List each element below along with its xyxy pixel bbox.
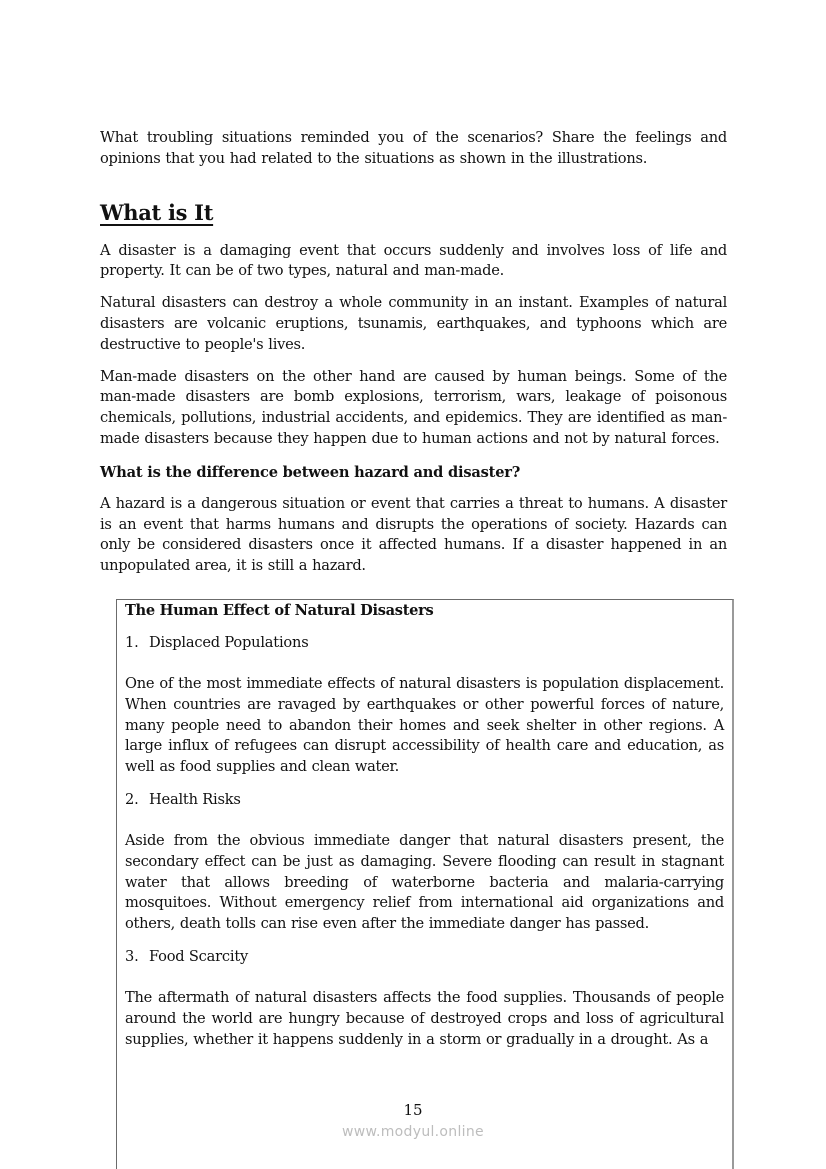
page-content (100, 128, 727, 577)
section-title: What is It (100, 199, 214, 225)
item-heading-food-scarcity (125, 947, 724, 967)
item-number: 2. (125, 790, 139, 808)
item-heading-displaced-populations (125, 633, 724, 653)
item-body-food-scarcity: The aftermath of natural disasters affects the food supplies. Thousands of people around the world are hungry because of destroyed crops and loss of agricultural supplies, whether it happens suddenly in a storm or gradually in a drought. As a (125, 988, 724, 1048)
box-title: The Human Effect of Natural Disasters (125, 602, 434, 619)
human-effects-box (116, 599, 734, 1169)
item-body-health-risks: Aside from the obvious immediate danger that natural disasters present, the secondary effect can be just as damaging. Severe flooding can result in stagnant water that allows breeding of waterborne bacteria and malaria-carrying mosquitoes. Without emergency relief from international aid organizations and others, death tolls can rise even after the immediate danger has passed. (125, 831, 724, 933)
item-number: 3. (125, 947, 139, 965)
item-heading-label: Displaced Populations (149, 634, 309, 651)
item-body-displaced-populations: One of the most immediate effects of natural disasters is population displacement. When countries are ravaged by earthquakes or other powerful forces of nature, many people need to abandon their homes and seek shelter in other regions. A large influx of refugees can disrupt accessibility of health care and education, as well as food supplies and clean water. (125, 675, 724, 776)
item-heading-label: Health Risks (149, 790, 241, 808)
disaster-definition-paragraph: A disaster is a damaging event that occurs suddenly and involves loss of life and property. It can be of two types, natural and man-made. (100, 241, 727, 280)
page-number: 15 (403, 1101, 423, 1119)
hazard-paragraph: A hazard is a dangerous situation or event that carries a threat to humans. A disaster is an event that harms humans and disrupts the operations of society. Hazards can only be considered disasters once it affected humans. If a disaster happened in an unpopulated area, it is still a hazard. (100, 494, 727, 575)
hazard-vs-disaster-heading: What is the difference between hazard and disaster? (100, 463, 521, 481)
item-heading-label: Food Scarcity (149, 947, 249, 965)
natural-disasters-paragraph: Natural disasters can destroy a whole community in an instant. Examples of natural disasters are volcanic eruptions, tsunamis, earthquakes, and typhoons which are destructive to people's lives. (100, 294, 727, 353)
intro-paragraph: What troubling situations reminded you of the scenarios? Share the feelings and opinions that you had related to the situations as shown in the illustrations. (100, 129, 727, 167)
item-heading-health-risks (125, 790, 724, 810)
man-made-disasters-paragraph: Man-made disasters on the other hand are caused by human beings. Some of the man-made disasters are bomb explosions, terrorism, wars, leakage of poisonous chemicals, pollutions, industrial accidents, and epidemics. They are identified as man- made disasters because they happen due to human actions and not by natural forces. (100, 367, 727, 447)
watermark: www.modyul.online (342, 1124, 484, 1140)
item-number: 1. (125, 634, 139, 651)
